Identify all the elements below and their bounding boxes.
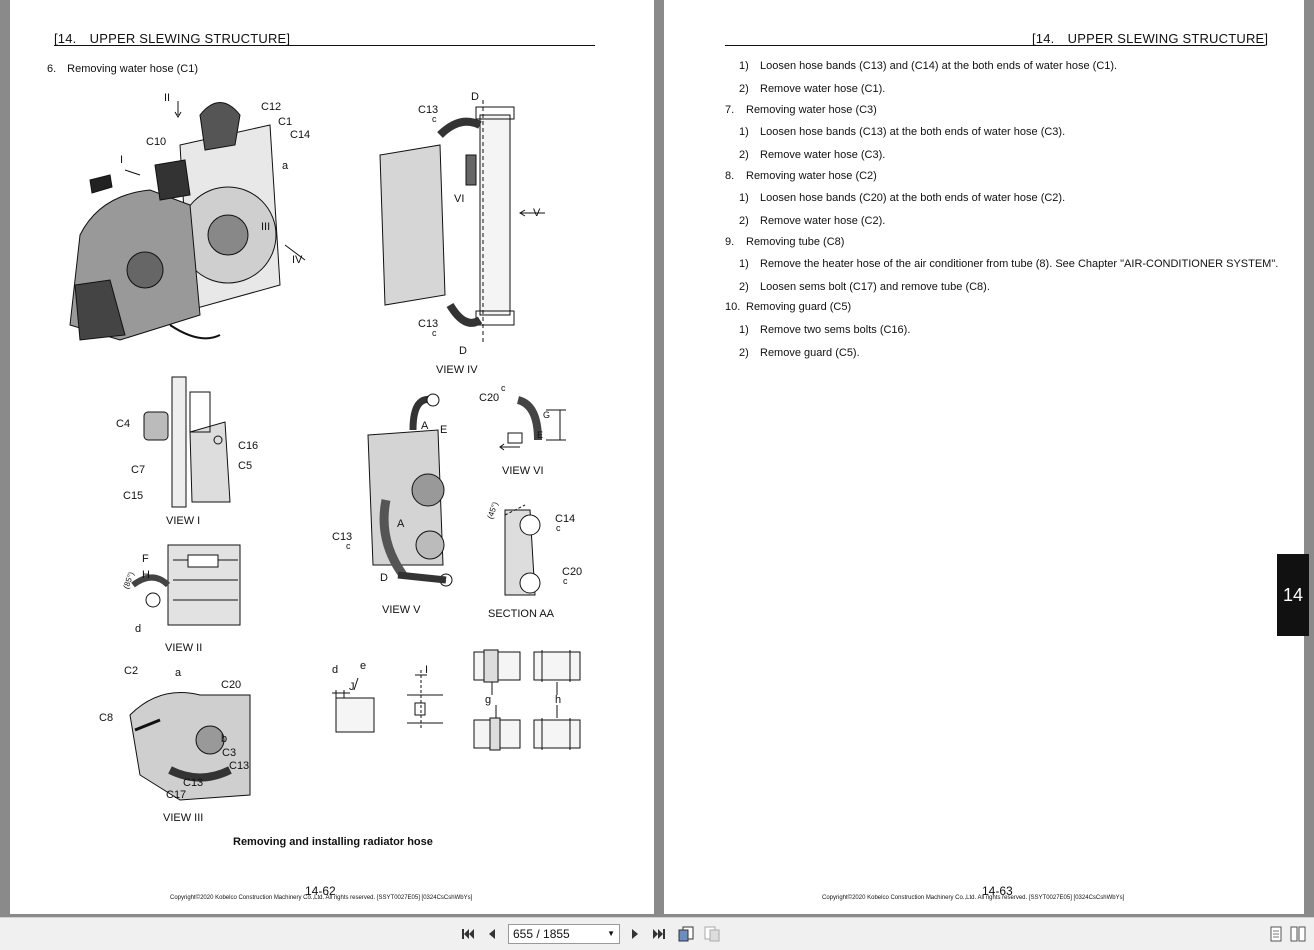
header-rule [54, 45, 595, 46]
label-a: a [282, 160, 289, 172]
label-c-bottom: c [432, 328, 437, 338]
line-text: Loosen hose bands (C13) and (C14) at the both ends of water hose (C1). [760, 60, 1118, 72]
header-rule [725, 45, 1265, 46]
label-c7: C7 [131, 464, 146, 476]
next-page-icon[interactable] [627, 926, 643, 942]
label-H: H [142, 569, 150, 581]
label-A-view-v-lower: A [397, 518, 405, 530]
step-num: 8. [725, 170, 735, 182]
go-forward-view-icon[interactable] [704, 926, 720, 942]
go-back-view-icon[interactable] [678, 926, 694, 942]
label-d-view-ii: d [135, 623, 142, 635]
label-e-detail: e [360, 660, 367, 672]
viewer-toolbar [0, 917, 1314, 950]
label-D-top: D [471, 91, 479, 103]
label-c15: C15 [123, 490, 144, 502]
page-number: 14-63 [982, 884, 1013, 898]
label-d-detail: d [332, 664, 339, 676]
right-page [664, 0, 1304, 914]
label-A-view-v: A [421, 420, 429, 432]
figure-caption: Removing and installing radiator hose [233, 836, 433, 848]
step-num: 9. [725, 236, 735, 248]
hose-view-v-figure [358, 390, 458, 590]
line-text: Remove water hose (C3). [760, 149, 886, 161]
label-c-view-vi: c [501, 383, 506, 393]
label-c1: C1 [278, 116, 293, 128]
label-c16: C16 [238, 440, 259, 452]
line-num: 2) [739, 347, 749, 359]
chapter-tab[interactable]: 14 [1277, 554, 1309, 636]
copyright: Copyright©2020 Kobelco Construction Machinery Co.,Ltd. All rights reserved. [SSYT0027E05] [0324CsCshWbYs] [822, 895, 1125, 901]
label-c10: C10 [146, 136, 167, 148]
label-c20-view-vi: C20 [479, 392, 500, 404]
page-indicator-text: 655 / 1855 [513, 927, 570, 941]
line-num: 1) [739, 60, 749, 72]
label-c5: C5 [238, 460, 253, 472]
caption-view-iv: VIEW IV [436, 364, 478, 376]
label-c8: C8 [99, 712, 114, 724]
label-G: G [543, 410, 551, 420]
label-c14-section: C14 [555, 513, 576, 525]
label-F: F [142, 553, 149, 565]
line-text: Loosen hose bands (C20) at the both ends of water hose (C2). [760, 192, 1066, 204]
label-D-bottom: D [459, 345, 467, 357]
line-num: 1) [739, 258, 749, 270]
step-title: Removing tube (C8) [746, 236, 845, 248]
label-angle85: (85°) [121, 570, 136, 591]
label-c13-view-iii: C13 [229, 760, 250, 772]
label-iv: IV [292, 254, 303, 266]
radiator-view-iv-figure [380, 95, 540, 355]
two-page-view-icon[interactable] [1290, 926, 1306, 942]
step-num: 10. [725, 301, 741, 313]
caption-view-vi: VIEW VI [502, 465, 544, 477]
caption-view-v: VIEW V [382, 604, 421, 616]
last-page-icon[interactable] [651, 926, 667, 942]
label-c17: C17 [166, 789, 187, 801]
label-c-top: c [432, 114, 437, 124]
label-D-view-v: D [380, 572, 388, 584]
label-E-view-vi: E [537, 430, 544, 440]
label-c12: C12 [261, 101, 282, 113]
guard-view-i-figure [130, 372, 240, 512]
label-c14: C14 [290, 129, 311, 141]
label-ii: II [164, 92, 171, 104]
label-iii: III [261, 221, 271, 233]
page-number: 14-62 [305, 884, 336, 898]
line-num: 2) [739, 281, 749, 293]
step-title: Removing guard (C5) [746, 301, 852, 313]
left-page [10, 0, 654, 914]
label-c13-bottom: C13 [418, 318, 439, 330]
label-v: V [533, 207, 541, 219]
line-num: 2) [739, 215, 749, 227]
label-g: g [485, 694, 492, 706]
line-num: 1) [739, 192, 749, 204]
label-c3: C3 [222, 747, 237, 759]
page-number-input[interactable] [508, 924, 620, 944]
step-title: Removing water hose (C2) [746, 170, 877, 182]
label-a-view-iii: a [175, 667, 182, 679]
detail-d-e-j-figure [330, 660, 385, 735]
line-text: Loosen hose bands (C13) at the both ends of water hose (C3). [760, 126, 1066, 138]
label-i: I [120, 154, 124, 166]
label-c13-view-iii-b: C13 [183, 777, 204, 789]
page-header: [14. UPPER SLEWING STRUCTURE] [54, 31, 291, 46]
line-num: 2) [739, 83, 749, 95]
label-c2: C2 [124, 665, 139, 677]
label-c4: C4 [116, 418, 131, 430]
label-h: h [555, 694, 562, 706]
line-num: 1) [739, 126, 749, 138]
prev-page-icon[interactable] [484, 926, 500, 942]
first-page-icon[interactable] [460, 926, 476, 942]
section-aa-figure [500, 505, 560, 600]
line-text: Loosen sems bolt (C17) and remove tube (C8). [760, 281, 990, 293]
label-vi: VI [454, 193, 465, 205]
label-c-section-bottom: c [563, 576, 568, 586]
line-num: 2) [739, 149, 749, 161]
label-c20: C20 [221, 679, 242, 691]
line-text: Remove guard (C5). [760, 347, 860, 359]
label-c-view-v: c [346, 541, 351, 551]
chevron-down-icon[interactable]: ▼ [607, 929, 615, 938]
label-angle45: (45°) [485, 500, 500, 521]
label-E-view-v: E [440, 424, 448, 436]
line-text: Remove the heater hose of the air conditioner from tube (8). See Chapter "AIR-CONDITIONER SYSTEM". [760, 258, 1279, 270]
detail-g-figure [472, 650, 522, 750]
step-num: 7. [725, 104, 735, 116]
label-I-detail: I [425, 664, 429, 676]
line-num: 1) [739, 324, 749, 336]
label-c20-section: C20 [562, 566, 583, 578]
caption-view-ii: VIEW II [165, 642, 203, 654]
label-c13-view-v: C13 [332, 531, 353, 543]
line-text: Remove water hose (C2). [760, 215, 886, 227]
line-text: Remove two sems bolts (C16). [760, 324, 911, 336]
single-page-view-icon[interactable] [1268, 926, 1284, 942]
label-J: J [349, 681, 355, 693]
copyright: Copyright©2020 Kobelco Construction Machinery Co.,Ltd. All rights reserved. [SSYT0027E05] [0324CsCshWbYs] [170, 895, 473, 901]
label-b: b [221, 733, 228, 745]
label-c-section-top: c [556, 523, 561, 533]
step-title: Removing water hose (C3) [746, 104, 877, 116]
caption-view-iii: VIEW III [163, 812, 204, 824]
step-title: 6. Removing water hose (C1) [47, 63, 199, 75]
label-c13-top: C13 [418, 104, 439, 116]
caption-view-i: VIEW I [166, 515, 201, 527]
hose-view-vi-figure [498, 395, 568, 460]
line-text: Remove water hose (C1). [760, 83, 886, 95]
page-header: [14. UPPER SLEWING STRUCTURE] [1032, 31, 1269, 46]
caption-section-aa: SECTION AA [488, 608, 555, 620]
